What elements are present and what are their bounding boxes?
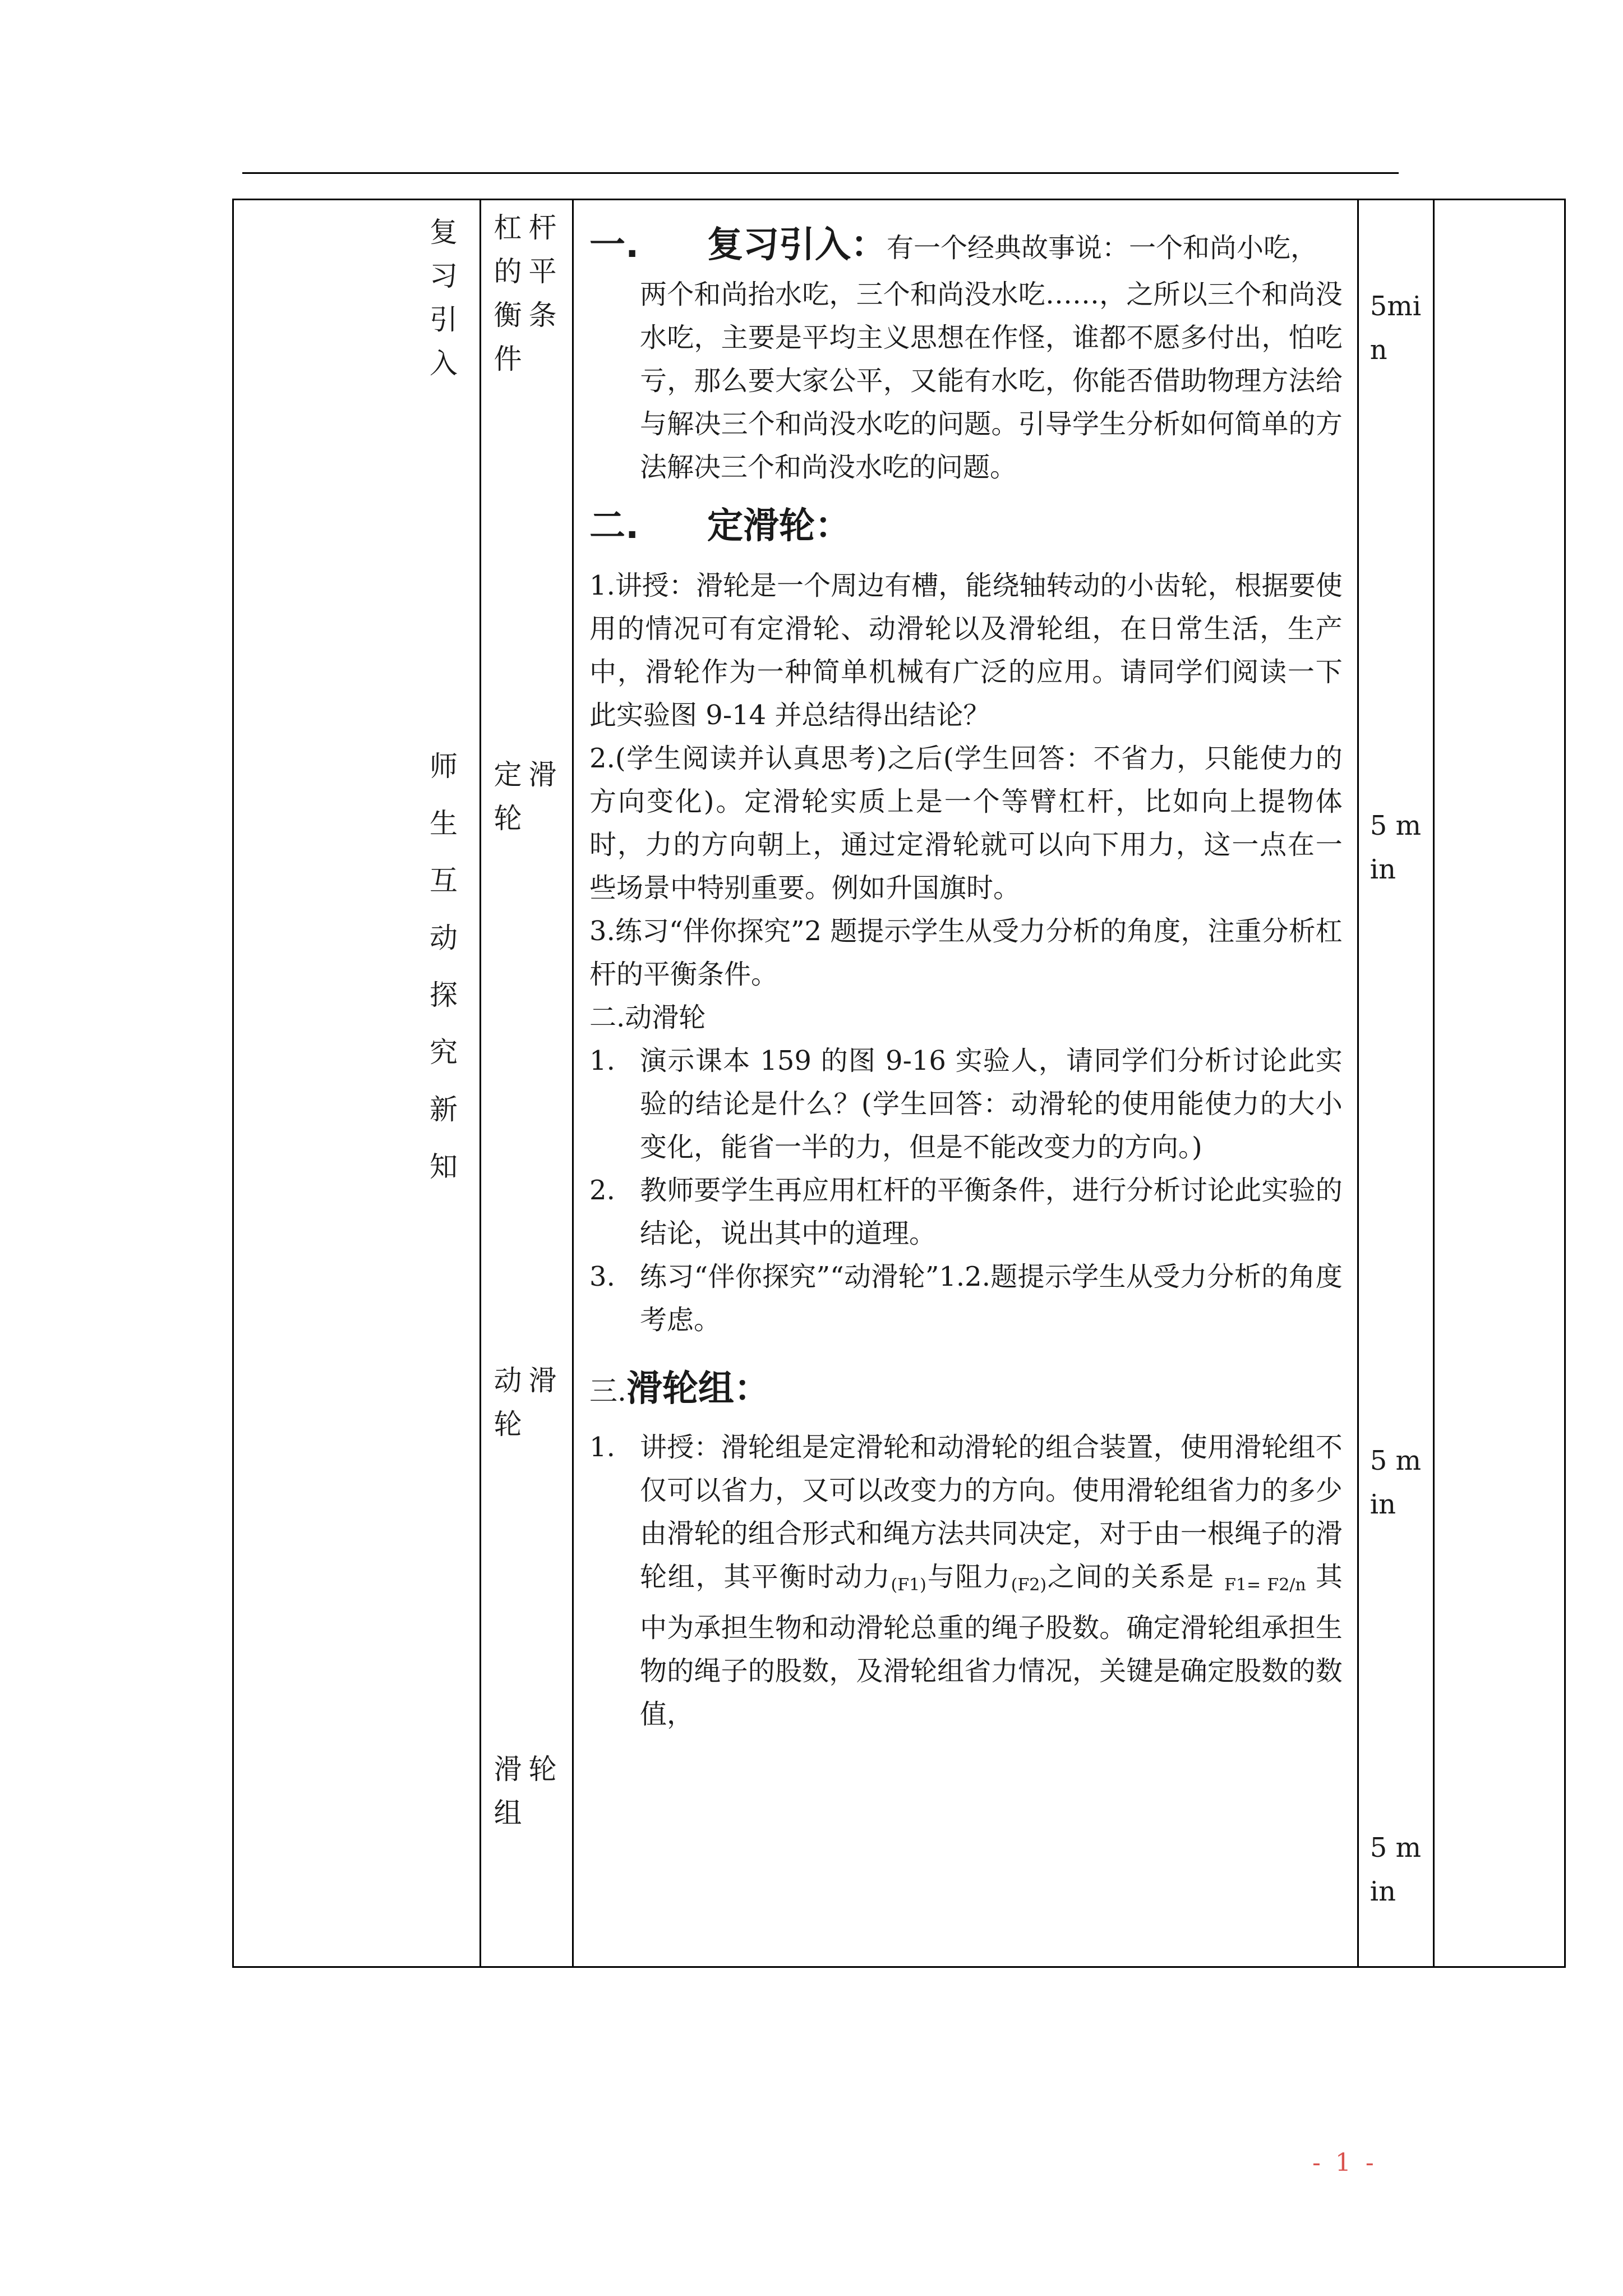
section-number: 二.: [589, 505, 639, 547]
lesson-content: [589, 217, 1343, 1736]
section-heading: [589, 498, 1343, 554]
page-number: - 1 -: [1312, 2148, 1377, 2177]
paragraph: 3.练习“伴你探究”2 题提示学生从受力分析的角度，注重分析杠杆的平衡条件。: [589, 915, 1343, 990]
section-heading: [589, 224, 887, 266]
list-text: 之间的关系是: [1046, 1561, 1225, 1593]
stage-explore: 师生互动探究新知: [430, 750, 458, 1183]
lesson-plan-table: [232, 199, 1566, 1968]
list-item: [589, 1255, 1343, 1342]
time-review: 5min: [1370, 291, 1422, 366]
list-text: 讲授：滑轮组是定滑轮和动滑轮的组合装置，使用滑轮组不仅可以省力，又可以改变力的方向。使用滑轮组省力的多少由滑轮的组合形式和绳方法共同决定，对于由一根绳子的滑轮组，其平衡时动力: [640, 1432, 1343, 1593]
list-number: 1.: [589, 1045, 615, 1076]
paragraph: 2.(学生阅读并认真思考)之后(学生回答：不省力，只能使力的方向变化)。定滑轮实质上是一个等臂杠杆，比如向上提物体时，力的方向朝上，通过定滑轮就可以向下用力，这一点在一些场景中特别重要。例如升国旗时。: [589, 743, 1343, 904]
numbered-list: [589, 1426, 1343, 1736]
section-number: 一.: [589, 224, 639, 266]
numbered-list: [589, 1039, 1343, 1342]
paragraph: 1.讲授：滑轮是一个周边有槽，能绕轴转动的小齿轮，根据要使用的情况可有定滑轮、动滑轮以及滑轮组，在日常生活，生产中，滑轮作为一种简单机械有广泛的应用。请同学们阅读一下此实验图 9-14 并总结得出结论？: [589, 570, 1343, 731]
list-text: 演示课本 159 的图 9-16 实验人，请同学们分析讨论此实验的结论是什么？(学生回答：动滑轮的使用能使力的大小变化，能省一半的力，但是不能改变力的方向。): [640, 1045, 1343, 1163]
stage-review: 复习引入: [430, 216, 458, 380]
stage-cell: [233, 200, 481, 1967]
table-row: [233, 200, 1565, 1967]
section-title: 滑轮组：: [626, 1368, 770, 1410]
section-heading: [589, 1361, 1343, 1419]
subscript-f1: (F1): [891, 1575, 926, 1595]
notes-cell: [1434, 200, 1565, 1967]
list-item: [589, 1426, 1343, 1736]
section-review: [589, 217, 1343, 489]
list-text: 练习“伴你探究”“动滑轮”1.2.题提示学生从受力分析的角度考虑。: [640, 1261, 1343, 1336]
list-text: 教师要学生再应用杠杆的平衡条件，进行分析讨论此实验的结论，说出其中的道理。: [640, 1175, 1343, 1249]
list-text: 其中为承担生物和动滑轮总重的绳子股数。确定滑轮组承担生物的绳子的股数，及滑轮组省力情况，关键是确定股数的数值，: [640, 1561, 1343, 1730]
topic-lever-condition: 杠杆的平衡条件: [494, 211, 564, 375]
section-intro: 有一个经典故事说：一个和尚小吃，: [887, 232, 1318, 264]
time-pulley-block: 5 min: [1370, 1832, 1422, 1907]
list-item: [589, 1039, 1343, 1169]
topic-pulley-block: 滑轮组: [494, 1753, 564, 1829]
section-number: 三.: [589, 1375, 626, 1407]
topic-cell: [481, 200, 573, 1967]
list-number: 2.: [589, 1175, 615, 1206]
list-number: 3.: [589, 1261, 615, 1292]
formula: F1= F2/n: [1224, 1575, 1306, 1595]
list-text: 与阻力: [926, 1561, 1011, 1593]
time-fixed-pulley: 5 min: [1370, 810, 1422, 885]
topic-fixed-pulley: 定滑轮: [494, 758, 564, 835]
topic-movable-pulley: 动滑轮: [494, 1364, 564, 1441]
section-title: 定滑轮：: [707, 505, 851, 547]
subsection-heading: 二.动滑轮: [589, 1002, 706, 1033]
time-cell: [1358, 200, 1433, 1967]
content-cell: [573, 200, 1358, 1967]
time-movable-pulley: 5 min: [1370, 1445, 1422, 1520]
paragraph: 两个和尚抬水吃，三个和尚没水吃……，之所以三个和尚没水吃，主要是平均主义思想在作怪，谁都不愿多付出，怕吃亏，那么要大家公平，又能有水吃，你能否借助物理方法给与解决三个和尚没水吃的问题。引导学生分析如何简单的方法解决三个和尚没水吃的问题。: [640, 279, 1343, 483]
list-item: [589, 1169, 1343, 1255]
section-title: 复习引入：: [707, 224, 887, 266]
subscript-f2: (F2): [1011, 1575, 1047, 1595]
header-rule: [242, 172, 1399, 174]
list-number: 1.: [589, 1432, 615, 1463]
